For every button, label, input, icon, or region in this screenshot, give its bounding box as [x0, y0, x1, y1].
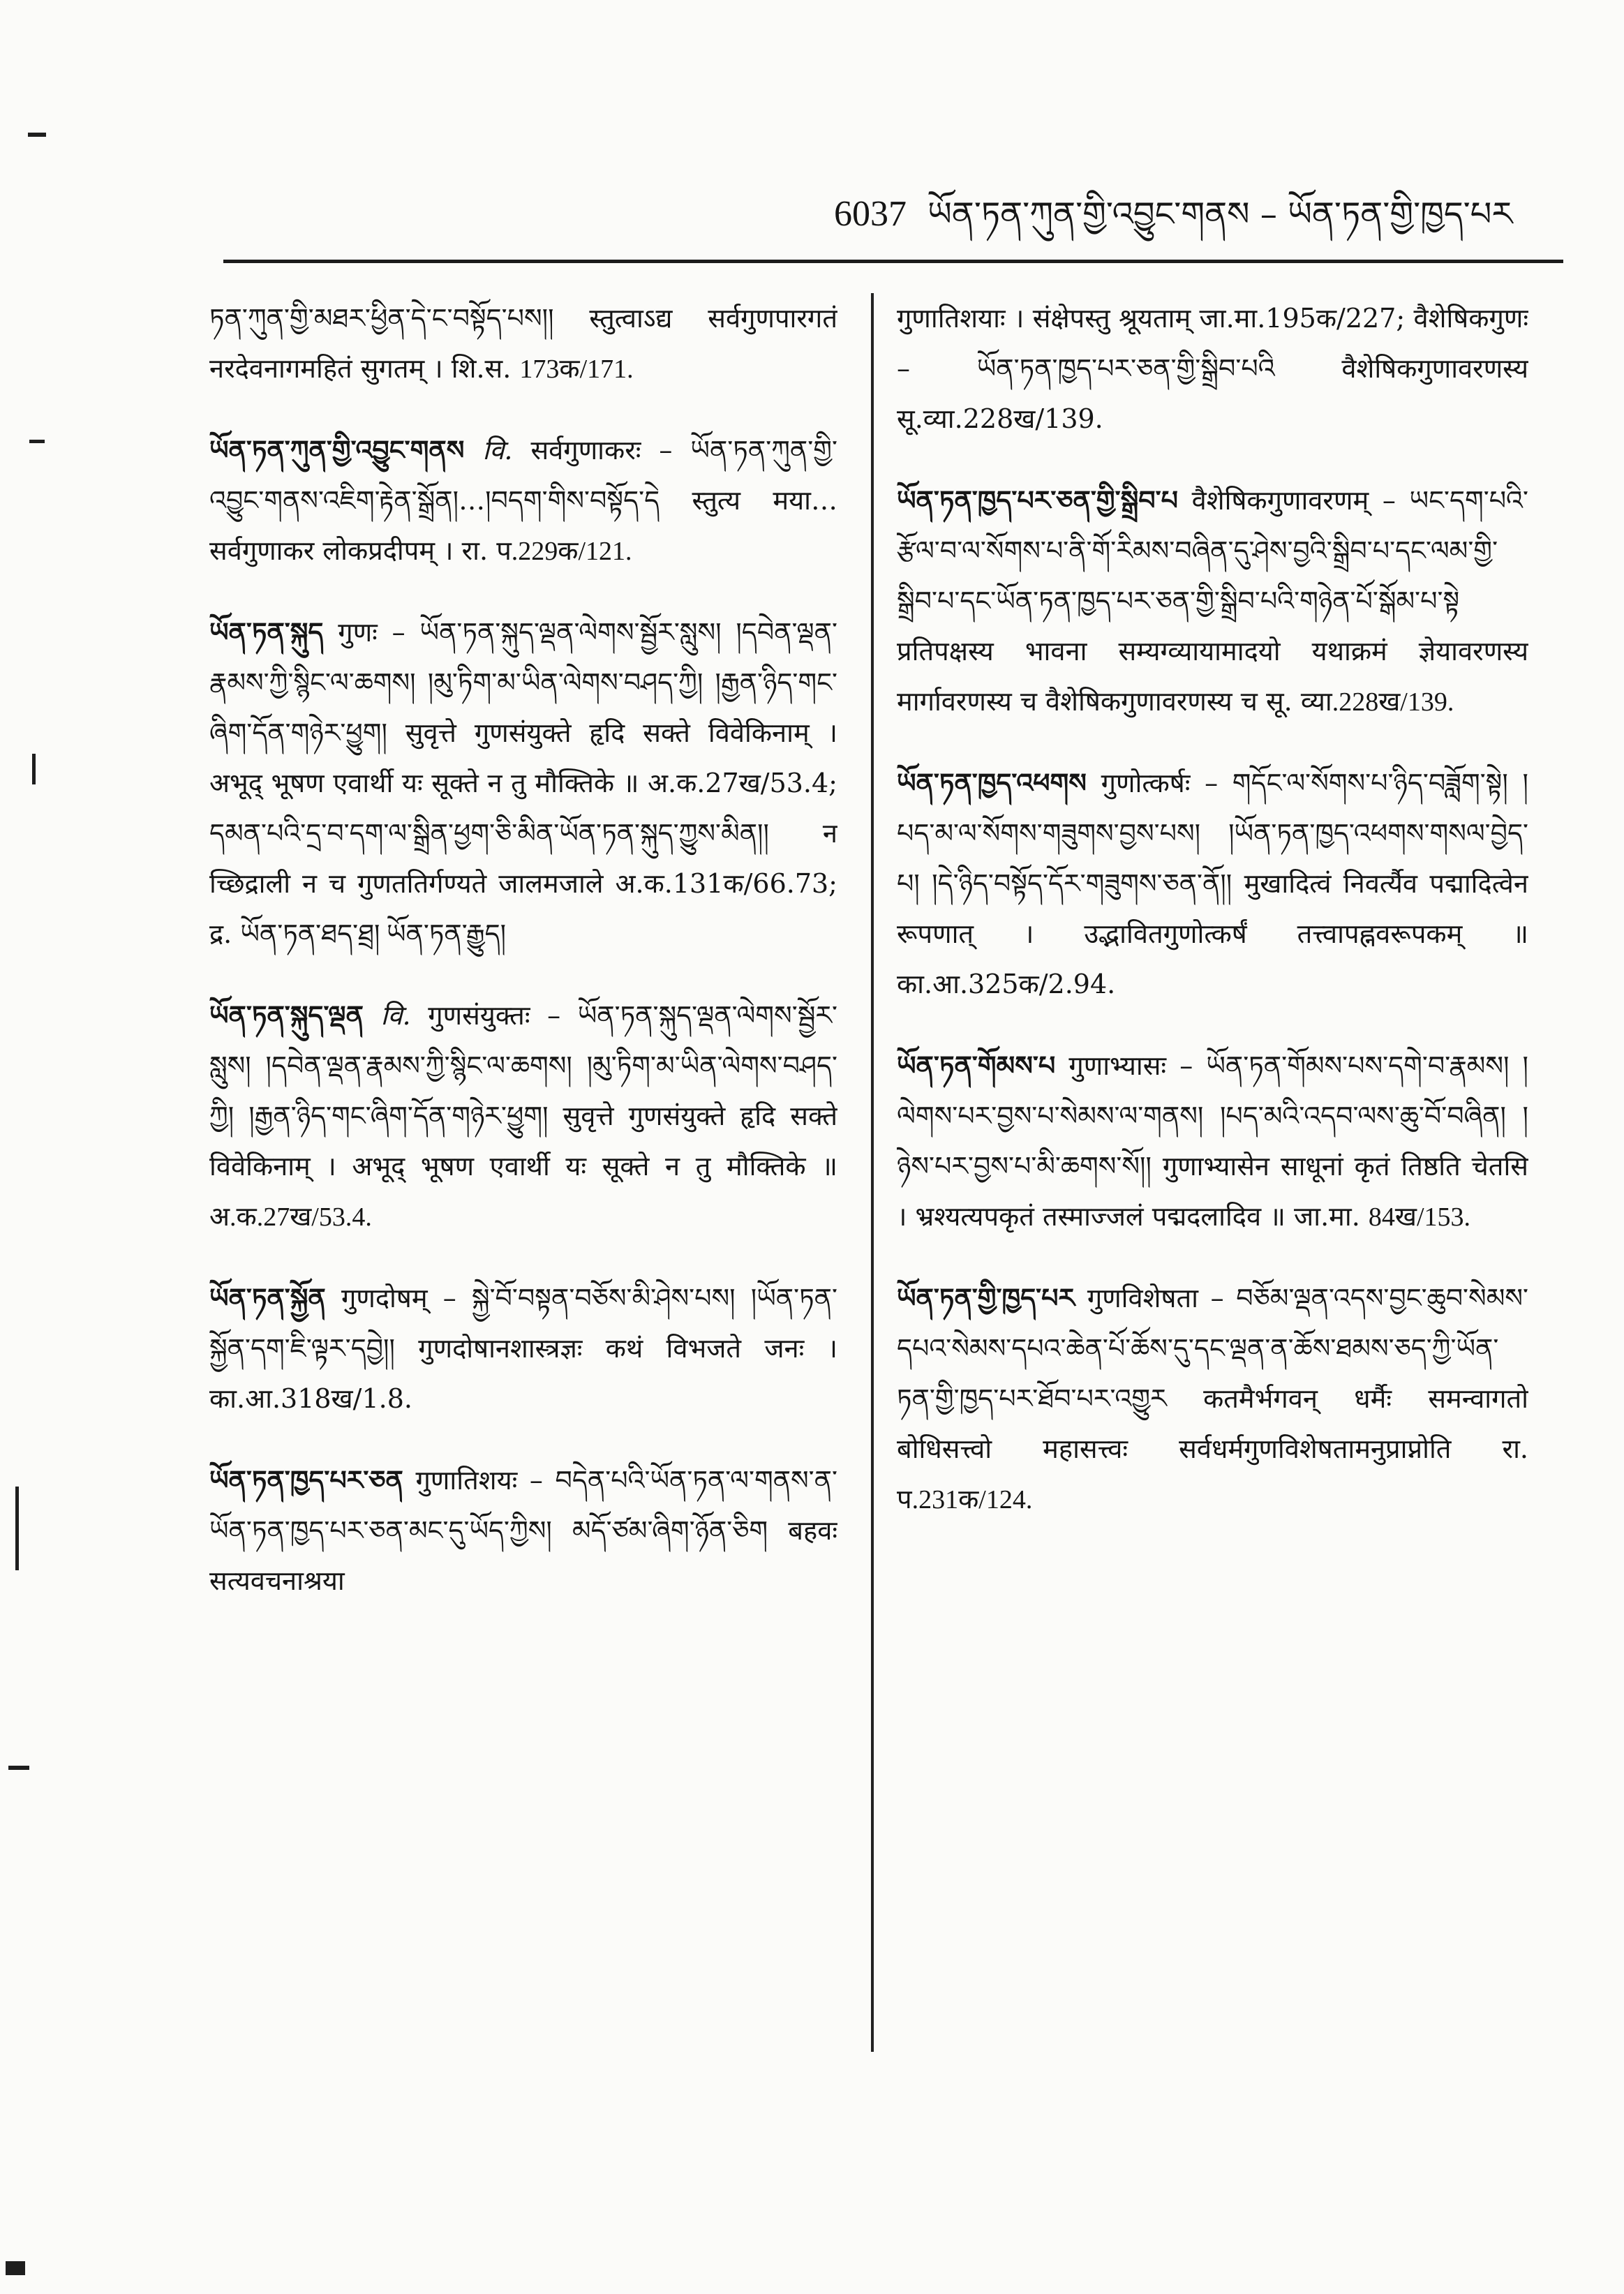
dictionary-entry: [897, 1273, 1528, 1525]
entry-headword: ཡོན་ཏན་སྐྱོན: [209, 1282, 326, 1313]
dictionary-entry: [897, 475, 1528, 727]
dictionary-entry: [209, 607, 837, 960]
entry-body: ཏན་ཀུན་གྱི་མཐར་ཕྱིན་དེ་ང་བསྟོད་པས།། स्तुत्वाऽद्य सर्वगुणपारगतं नरदेवनागमहितं सुगतम् । शि.स.: [209, 303, 837, 384]
entry-reference: अ.क.27ख/53.4.: [209, 1202, 372, 1232]
margin-mark: [6, 2261, 25, 2275]
margin-mark: [32, 754, 36, 784]
dictionary-entry: [897, 293, 1528, 445]
left-column: [209, 293, 837, 2080]
entry-body: गुणदोषम् – སྐྱེ་བོ་བསྟན་བཅོས་མི་ཤེས་པས། །ཡོན་ཏན་སྐྱོན་དག་ཇི་ལྟར་དབྱེ།། गुणदोषानशास्त्रज्ञः कथं विभजते जनः । का.आ.318ख/1.8.: [209, 1283, 837, 1414]
page-number: 6037: [834, 194, 907, 234]
margin-mark: [28, 133, 46, 137]
entry-body: वैशेषिकगुणावरणम् – ཡང་དག་པའི་རྩོལ་བ་ལ་སོགས་པ་ནི་གོ་རིམས་བཞིན་དུ་ཤེས་བྱའི་སྒྲིབ་པ་དང་ལམ་གྱི་སྒྲིབ་པ་དང་ཡོན་ཏན་ཁྱད་པར་ཅན་གྱི་སྒྲིབ་པའི་གཉེན་པོ་སྒོམ་པ་སྟེ प्रतिपक्षस्य भावना सम्यग्व्यायामादयो यथाक्रमं ज्ञेयावरणस्य मार्गावरणस्य च वैशेषिकगुणावरणस्य च सू.: [897, 485, 1528, 717]
entry-body: गुणोत्कर्षः – གདོང་ལ་སོགས་པ་ཉིད་བཟློག་སྟེ། །པད་མ་ལ་སོགས་གཟུགས་བྱས་པས། །ཡོན་ཏན་ཁྱད་འཕགས་གསལ་བྱེད་པ། །དེ་ཉིད་བསྟོད་དོར་གཟུགས་ཅན་ནོ།། मुखादित्वं निवर्त्यैव पद्मादित्वेन रूपणात् । उद्भावितगुणोत्कर्षं तत्त्वापह्नवरूपकम् ॥ का.आ.325क/2.94.: [897, 768, 1528, 999]
column-divider: [871, 293, 874, 2052]
margin-mark: [15, 1487, 19, 1570]
entry-reference: व्या.228ख/139.: [1300, 687, 1454, 717]
entry-headword: ཡོན་ཏན་ཁྱད་པར་ཅན: [209, 1464, 403, 1496]
dictionary-entry: [897, 1041, 1528, 1242]
entry-reference: प.229क/121.: [496, 537, 632, 566]
entry-body: गुणविशेषता – བཅོམ་ལྡན་འདས་བྱང་ཆུབ་སེམས་དཔའ་སེམས་དཔའ་ཆེན་པོ་ཆོས་དུ་དང་ལྡན་ན་ཆོས་ཐམས་ཅད་ཀྱི་ཡོན་ཏན་གྱི་ཁྱད་པར་ཐོབ་པར་འགྱུར कतमैर्भगवन् धर्मैः समन्वागतो बोधिसत्त्वो महासत्त्वः सर्वधर्मगुणविशेषतामनुप्राप्नोति रा.: [897, 1283, 1528, 1464]
dictionary-entry: [209, 990, 837, 1242]
entry-reference: 173क/171.: [519, 355, 634, 384]
entry-body: गुणातिशयाः । संक्षेपस्तु श्रूयताम् जा.मा.195क/227; वैशेषिकगुणः – ཡོན་ཏན་ཁྱད་པར་ཅན་གྱི་སྒྲིབ་པའི वैशेषिकगुणावरणस्य सू.व्या.228ख/139.: [897, 303, 1528, 434]
margin-mark: [8, 1766, 29, 1770]
entry-headword: ཡོན་ཏན་གྱི་ཁྱད་པར: [897, 1282, 1075, 1313]
entry-body: गुणातिशयः – བདེན་པའི་ཡོན་ཏན་ལ་གནས་ན་ཡོན་ཏན་ཁྱད་པར་ཅན་མང་དུ་ཡོད་ཀྱིས། མདོ་ཙམ་ཞིག་ཉོན་ཅིག बहवः सत्यवचनाश्रया: [209, 1465, 837, 1596]
entry-abbreviation: वि.: [380, 1000, 411, 1031]
entry-body: गुणः – ཡོན་ཏན་སྐུད་ལྡན་ལེགས་སྦྱོར་སླུས། །དབེན་ལྡན་རྣམས་ཀྱི་སྙིང་ལ་ཆགས། །མུ་ཏིག་མ་ཡིན་ལེགས་བཤད་ཀྱི། །རྒྱན་ཉིད་གང་ཞིག་དོན་གཉེར་ཕྱུག། सुवृत्ते गुणसंयुक्ते हृदि सक्ते विवेकिनाम् । अभूद् भूषण एवार्थी यः सूक्ते न तु मौक्तिके ॥ अ.क.27ख/53.4; དམན་པའི་དྲ་བ་དག་ལ་སྒྲིན་ཕྱག་ཅི་མིན་ཡོན་ཏན་སྐུད་ཀྱུས་མིན།། न च्छिद्राली न च गुणततिर्गण्यते जालमजाले अ.क.131क/66.73; द्र.: [209, 617, 837, 949]
entry-reference: 84ख/153.: [1368, 1202, 1471, 1232]
header-title: ཡོན་ཏན་ཀུན་གྱི་འབྱུང་གནས – ཡོན་ཏན་གྱི་ཁྱད་པར: [928, 195, 1513, 234]
entry-headword: ཡོན་ཏན་ཁྱད་འཕགས: [897, 767, 1087, 798]
page-header: [834, 183, 1532, 246]
dictionary-entry: [897, 758, 1528, 1010]
entry-reference: ཡོན་ཏན་ཐད་ཐྲ། ཡོན་ཏན་རྒྱུད།: [240, 920, 507, 949]
right-column: [897, 293, 1528, 2080]
entry-headword: ཡོན་ཏན་ཁྱད་པར་ཅན་གྱི་སྒྲིབ་པ: [897, 484, 1178, 516]
entry-body: गुणाभ्यासः – ཡོན་ཏན་གོམས་པས་དགེ་བ་རྣམས། །ལེགས་པར་བྱས་པ་སེམས་ལ་གནས། །པད་མའི་འདབ་ལས་ཆུ་བོ་བཞིན། །ཉེས་པར་བྱས་པ་མི་ཆགས་སོ།། गुणाभ्यासेन साधूनां कृतं तिष्ठति चेतसि । भ्रश्यत्यपकृतं तस्माज्जलं पद्मदलादिव ॥ जा.मा.: [897, 1050, 1528, 1232]
entry-reference: प.231क/124.: [897, 1485, 1033, 1514]
entry-headword: ཡོན་ཏན་ཀུན་གྱི་འབྱུང་གནས: [209, 434, 465, 465]
dictionary-entry: [209, 425, 837, 576]
entry-abbreviation: वि.: [482, 435, 513, 465]
dictionary-entry: [209, 1455, 837, 1607]
entry-headword: ཡོན་ཏན་གོམས་པ: [897, 1050, 1056, 1081]
entry-body: गुणसंयुक्तः – ཡོན་ཏན་སྐུད་ལྡན་ལེགས་སྦྱོར་སླུས། །དབེན་ལྡན་རྣམས་ཀྱི་སྙིང་ལ་ཆགས། །མུ་ཏིག་མ་ཡིན་ལེགས་བཤད་ཀྱི། །རྒྱན་ཉིད་གང་ཞིག་དོན་གཉེར་ཕྱུག། सुवृत्ते गुणसंयुक्ते हृदि सक्ते विवेकिनाम् । अभूद् भूषण एवार्थी यः सूक्ते न तु मौक्तिके ॥: [209, 1000, 837, 1182]
entry-headword: ཡོན་ཏན་སྐུད་ལྡན: [209, 999, 364, 1031]
dictionary-entry: [209, 1273, 837, 1424]
entry-headword: ཡོན་ཏན་སྐུད: [209, 616, 324, 648]
margin-mark: [29, 440, 45, 443]
dictionary-entry: [209, 293, 837, 394]
entry-body: सर्वगुणाकरः – ཡོན་ཏན་ཀུན་གྱི་འབྱུང་གནས་འཇིག་རྟེན་སྒྲོན།…།བདག་གིས་བསྟོད་དེ स्तुत्य मया…सर्वगुणाकर लोकप्रदीपम् । रा.: [209, 435, 837, 566]
header-rule: [223, 260, 1563, 263]
